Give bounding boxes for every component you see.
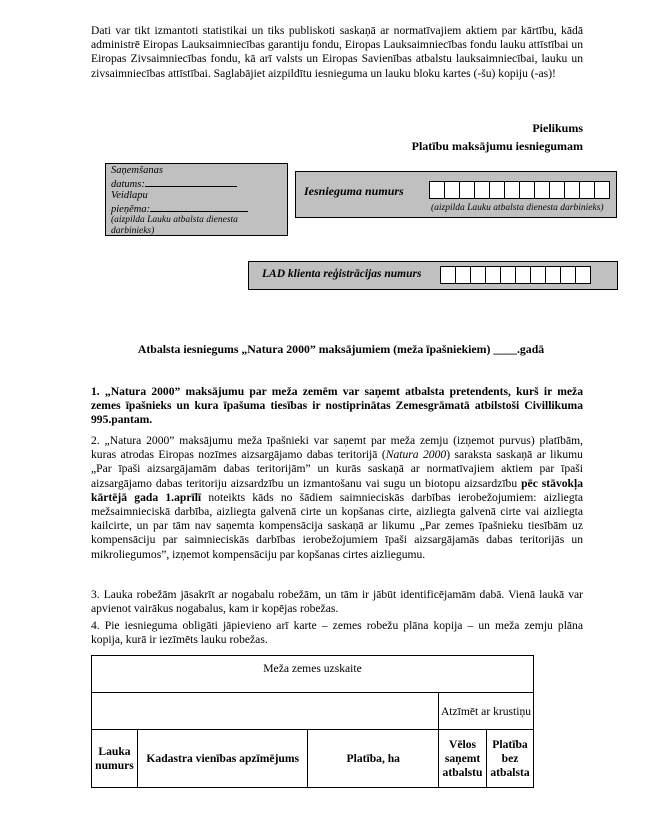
receipt-line1: Saņemšanas — [111, 165, 163, 176]
appendix-title: Pielikums — [532, 121, 583, 135]
receipt-accepted-label: pieņēma: — [111, 203, 151, 215]
digit-cell[interactable] — [530, 266, 546, 284]
client-number-cells[interactable] — [440, 266, 590, 284]
application-number-box — [295, 171, 617, 218]
digit-cell[interactable] — [579, 181, 595, 199]
digit-cell[interactable] — [485, 266, 501, 284]
digit-cell[interactable] — [474, 181, 490, 199]
receipt-line3: Veidlapu — [111, 190, 148, 201]
receipt-note: (aizpilda Lauku atbalsta dienesta darbinieks) — [111, 215, 238, 236]
paragraph-2-part-a: 2. „Natura 2000” maksājumu meža īpašnieki var saņemt par meža zemju (izņemot purvus) platībām, kuras atrodas Eiropas nozīmes aizsargājamo dabas teritorijā ( — [91, 434, 583, 462]
digit-cell[interactable] — [549, 181, 565, 199]
table-title: Meža zemes uzskaite — [92, 656, 534, 693]
receipt-date-label: datums: — [111, 178, 145, 190]
digit-cell[interactable] — [594, 181, 610, 199]
digit-cell[interactable] — [470, 266, 486, 284]
forest-land-table — [91, 655, 534, 788]
paragraph-4: 4. Pie iesnieguma obligāti jāpievieno arī karte – zemes robežu plāna kopija – un meža zemju plāna kopija, kurā ir iezīmēts lauku robežas. — [91, 619, 583, 647]
mark-header: Atzīmēt ar krustiņu — [439, 693, 534, 730]
appendix-subtitle: Platību maksājumu iesniegumam — [411, 139, 583, 153]
paragraph-2-part-c: ) saraksta saskaņā ar likumu „Par īpaši aizsargājamām dabas teritorijām” un kurās saskaņā ar normatīvajiem aktiem par īpaši aizsargājamo dabas teritoriju aizsardzību un izmantošanu vai sugu un biotopu aizsardzību — [91, 448, 583, 490]
digit-cell[interactable] — [429, 181, 445, 199]
client-number-box — [248, 261, 618, 290]
col-header-cadastre: Kadastra vienības apzīmējums — [137, 730, 308, 788]
receipt-date-field[interactable] — [145, 177, 237, 187]
intro-text: Dati var tikt izmantoti statistikai un tiks publiskoti saskaņā ar normatīvajiem aktiem par kārtību, kādā administrē Eiropas Lauksaimniecības garantiju fondu, Eiropas Lauksaimniecības fondu lauku attīstībai un Eiropas Zivsaimniecības fondu, kā arī valsts un Eiropas Savienības atbalstu lauksaimniecībai, lauku un zivsaimniecības attīstībai. Saglabājiet aizpildītu iesnieguma un lauku bloku kartes (-šu) kopiju (-as)! — [91, 24, 583, 80]
digit-cell[interactable] — [459, 181, 475, 199]
paragraph-2-part-e: noteikts kāds no šādiem saimnieciskās darbības ierobežojumiem: aizliegta mežsaimnieciskā darbība, aizliegta galvenā cirte un kopšanas cirte, aizliegta galvenā cirte vai aizliegta kailcirte, un par tām nav saņemta kompensācija saskaņā ar likumu „Par zemes īpašnieku tiesībām uz kompensāciju par saimnieciskās darbības ierobežojumiem īpaši aizsargājamās dabas teritorijās un mikroliegumos”, izņemot kompensāciju par kopšanas cirtes aizliegumu. — [91, 490, 583, 561]
digit-cell[interactable] — [515, 266, 531, 284]
digit-cell[interactable] — [504, 181, 520, 199]
digit-cell[interactable] — [455, 266, 471, 284]
table-spacer-cell — [92, 693, 439, 730]
digit-cell[interactable] — [564, 181, 580, 199]
application-number-label: Iesnieguma numurs — [304, 184, 404, 198]
page-title: Atbalsta iesniegums „Natura 2000” maksājumiem (meža īpašniekiem) ____.gadā — [137, 342, 545, 356]
application-number-note: (aizpilda Lauku atbalsta dienesta darbinieks) — [431, 203, 604, 213]
digit-cell[interactable] — [500, 266, 516, 284]
digit-cell[interactable] — [489, 181, 505, 199]
digit-cell[interactable] — [545, 266, 561, 284]
digit-cell[interactable] — [519, 181, 535, 199]
col-header-area: Platība, ha — [308, 730, 439, 788]
digit-cell[interactable] — [575, 266, 591, 284]
digit-cell[interactable] — [534, 181, 550, 199]
paragraph-2 — [91, 434, 583, 562]
application-number-cells[interactable] — [429, 181, 609, 199]
paragraph-2-natura: Natura 2000 — [385, 448, 447, 462]
col-header-area-no-support: Platība bez atbalsta — [487, 730, 534, 788]
digit-cell[interactable] — [560, 266, 576, 284]
paragraph-3: 3. Lauka robežām jāsakrīt ar nogabalu robežām, un tām ir jābūt identificējamām dabā. Vienā laukā var apvienot vairākus nogabalus, kam ir kopējas robežas. — [91, 588, 583, 616]
col-header-field-number: Lauka numurs — [92, 730, 138, 788]
receipt-box — [105, 163, 288, 236]
client-number-label: LAD klienta reģistrācijas numurs — [262, 268, 422, 280]
col-header-want-support: Vēlos saņemt atbalstu — [439, 730, 487, 788]
paragraph-1: 1. „Natura 2000” maksājumu par meža zemēm var saņemt atbalsta pretendents, kurš ir meža zemes īpašnieks un kura īpašuma tiesības ir nostiprinātas Zemesgrāmatā atbilstoši Civillikuma 995.pantam. — [91, 385, 583, 427]
digit-cell[interactable] — [444, 181, 460, 199]
digit-cell[interactable] — [440, 266, 456, 284]
paragraph-2-date: pēc stāvokļa kārtējā gada 1.aprīlī — [91, 476, 583, 504]
receipt-accepted-field[interactable] — [150, 202, 248, 212]
